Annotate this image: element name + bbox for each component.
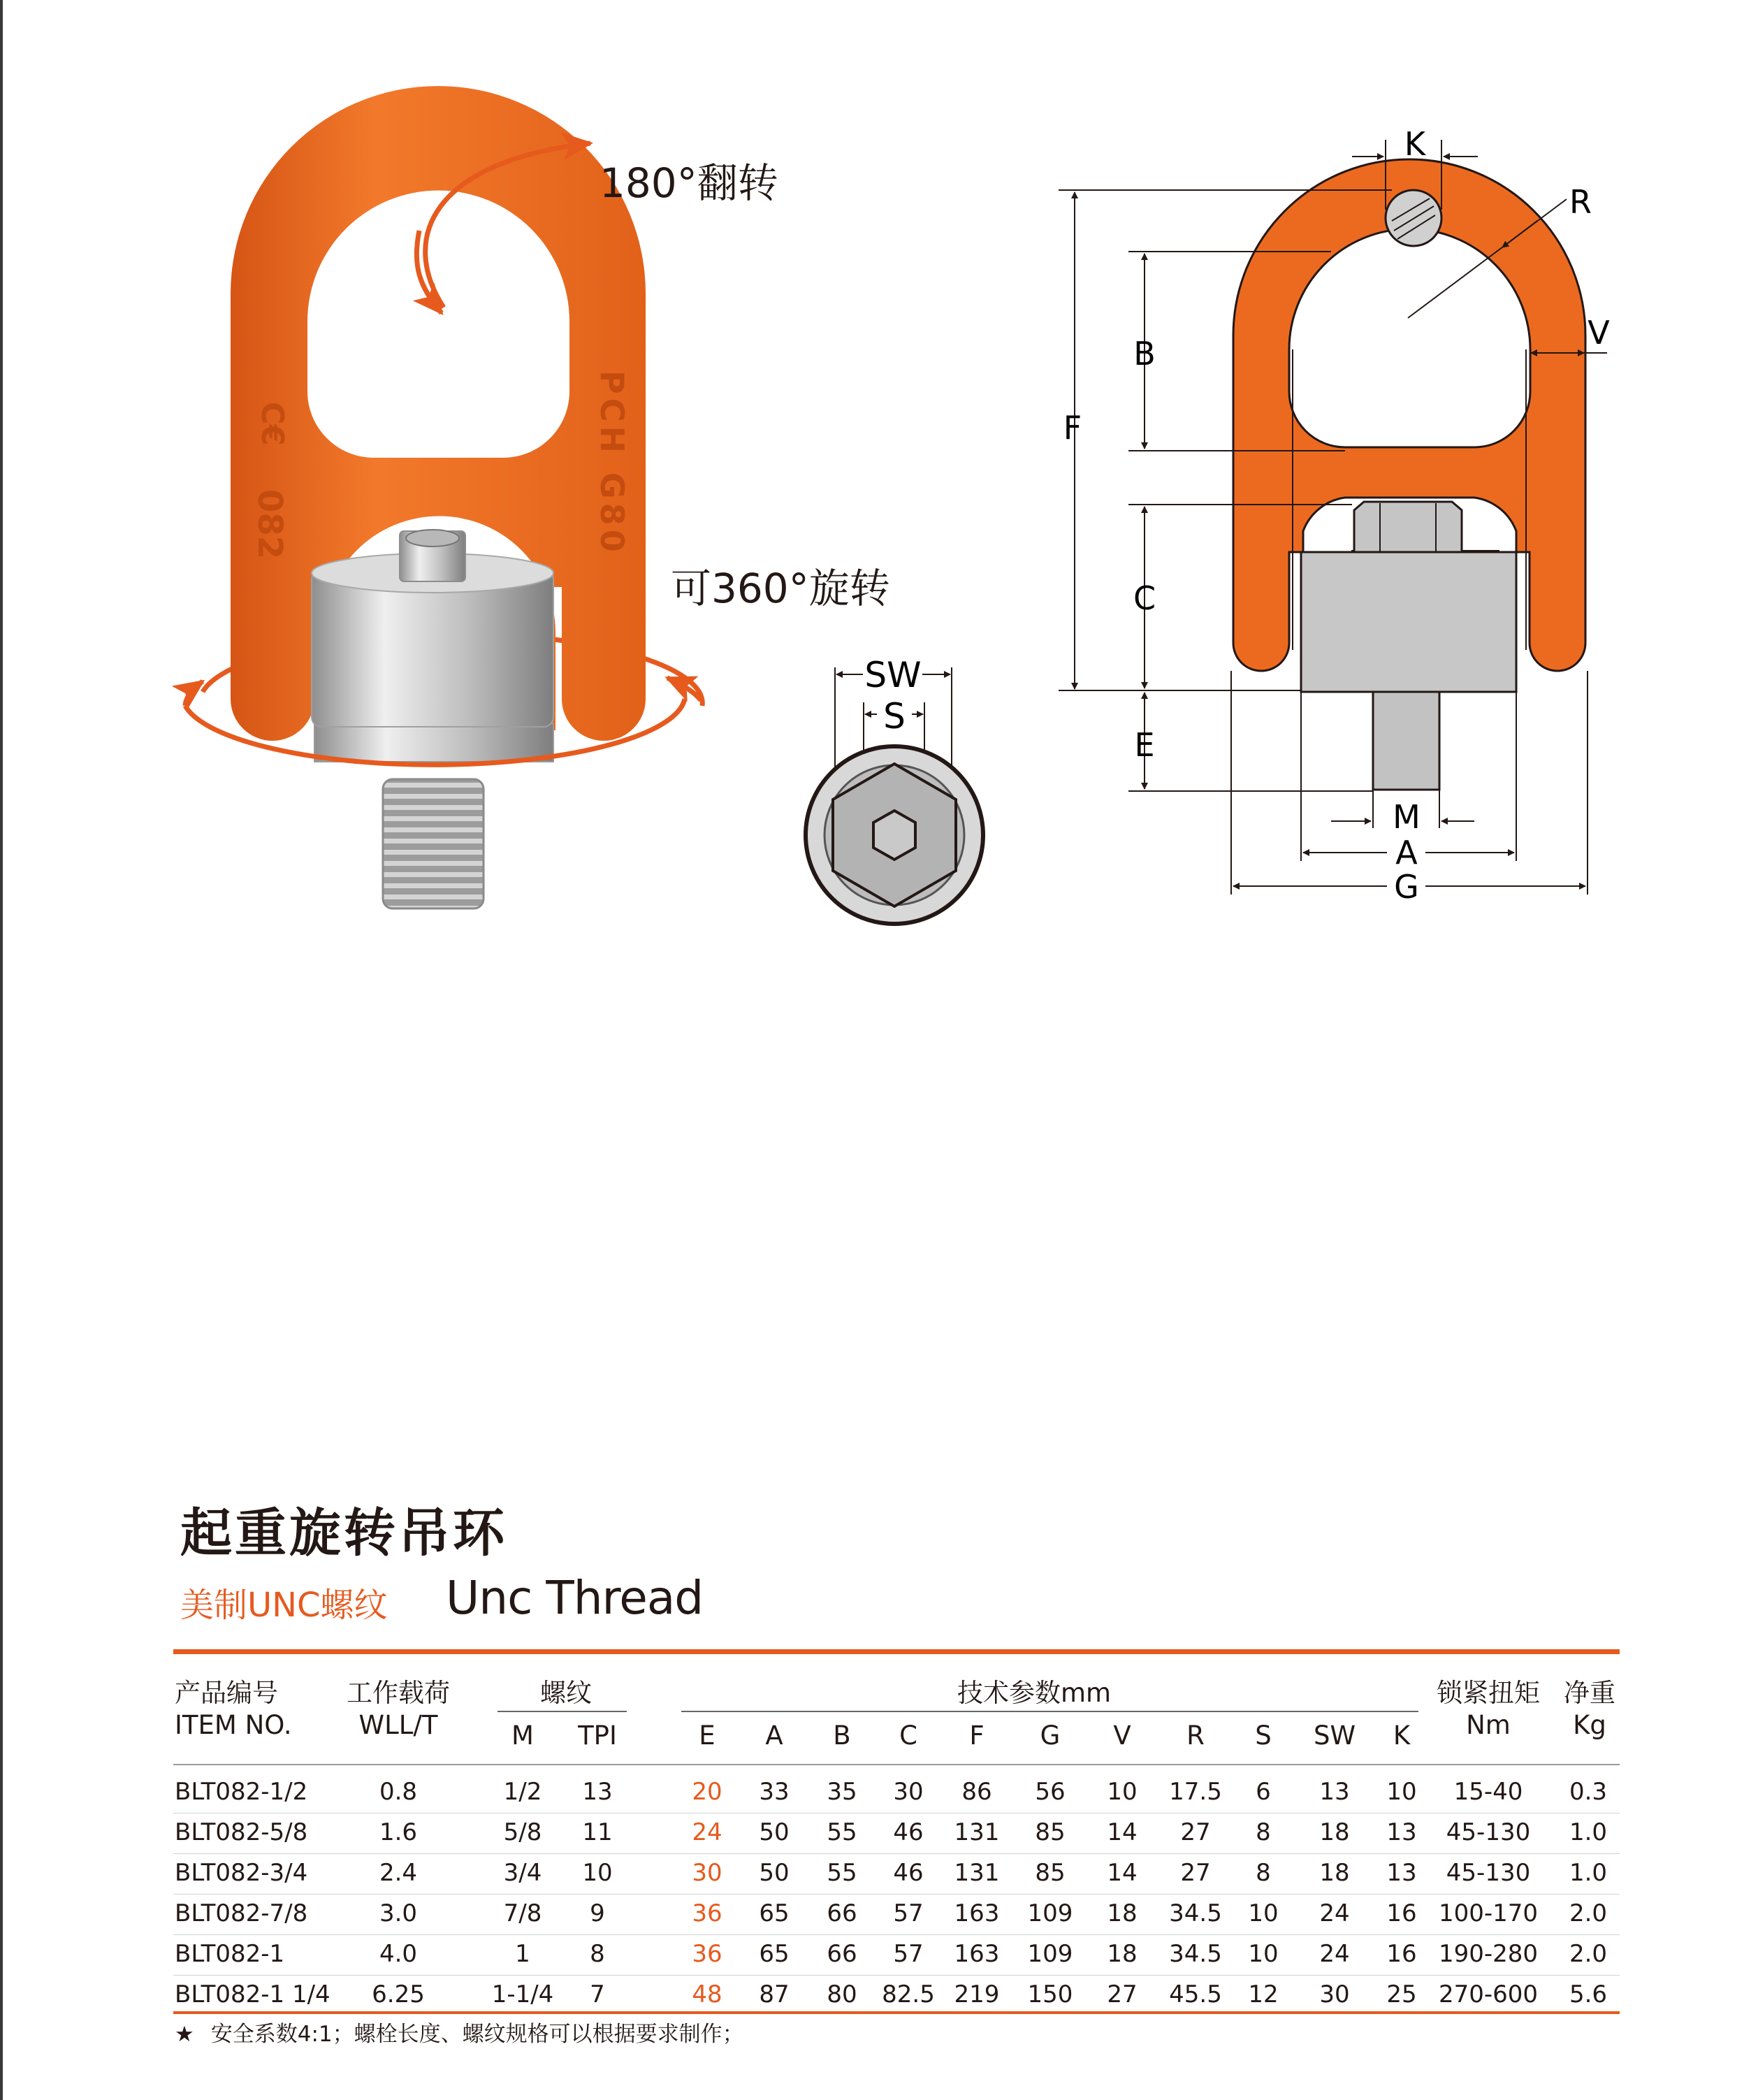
subtitle-en: Unc Thread	[446, 1571, 704, 1625]
table-cell: 1.0	[1569, 1859, 1608, 1887]
table-cell: 17.5	[1169, 1778, 1222, 1806]
table-cell: 18	[1319, 1859, 1350, 1887]
row-divider	[173, 1934, 1620, 1935]
hex-socket-diagram	[806, 655, 983, 924]
rotate-arrow-left-head	[185, 681, 203, 706]
star-icon: ★	[175, 2022, 194, 2047]
table-cell: 1-1/4	[491, 1980, 554, 2008]
subheader-v: V	[1113, 1721, 1131, 1751]
socket-top	[406, 530, 459, 546]
page-title: 起重旋转吊环	[180, 1503, 507, 1563]
table-cell: 190-280	[1438, 1940, 1539, 1968]
header-thread: 螺纹	[540, 1678, 592, 1708]
code-marking: 082	[250, 489, 289, 560]
base-flange	[314, 723, 553, 762]
table-cell: 131	[954, 1818, 1000, 1846]
header-weight-cn: 净重	[1564, 1678, 1615, 1708]
table-cell: 30	[692, 1859, 722, 1887]
dim-M-label: M	[1393, 798, 1421, 836]
table-cell: 270-600	[1438, 1980, 1539, 2008]
table-cell: 1.6	[379, 1818, 418, 1846]
table-cell: 35	[827, 1778, 857, 1806]
hex-socket	[873, 811, 915, 860]
table-cell: 2.0	[1569, 1940, 1608, 1968]
table-cell: 10	[1248, 1899, 1279, 1927]
subheader-f: F	[969, 1721, 985, 1751]
table-cell: 55	[827, 1818, 857, 1846]
subheader-c: C	[899, 1721, 917, 1751]
table-cell: 46	[893, 1859, 924, 1887]
row-divider	[173, 1853, 1620, 1854]
table-cell: 7	[590, 1980, 605, 2008]
table-cell: 24	[1319, 1940, 1350, 1968]
flip-label: 180°翻转	[600, 159, 778, 207]
table-cell: 66	[827, 1940, 857, 1968]
subheader-g: G	[1040, 1721, 1061, 1751]
dim-F-label: F	[1063, 409, 1082, 447]
table-cell: 131	[954, 1859, 1000, 1887]
footnote-text: 安全系数4:1；螺栓长度、螺纹规格可以根据要求制作；	[210, 2022, 744, 2047]
drawing-swivel-body	[1301, 552, 1516, 692]
table-cell: 3.0	[379, 1899, 418, 1927]
table-cell: 45-130	[1446, 1818, 1531, 1846]
table-cell: 36	[692, 1940, 722, 1968]
table-cell: 4.0	[379, 1940, 418, 1968]
table-cell: 80	[827, 1980, 857, 2008]
table-cell: 8	[1256, 1859, 1271, 1887]
header-item-en: ITEM NO.	[175, 1710, 292, 1740]
table-cell: 13	[1319, 1778, 1350, 1806]
table-cell: 27	[1180, 1818, 1211, 1846]
table-cell: 9	[590, 1899, 605, 1927]
table-cell: 10	[1386, 1778, 1417, 1806]
table-cell: 7/8	[503, 1899, 542, 1927]
drawing-bolt	[1373, 692, 1439, 790]
table-cell: 14	[1107, 1818, 1138, 1846]
dim-R-label: R	[1569, 183, 1592, 221]
table-cell: 86	[961, 1778, 992, 1806]
table-cell: 3/4	[503, 1859, 542, 1887]
header-item-cn: 产品编号	[175, 1678, 278, 1708]
header-bottom-rule	[173, 1764, 1620, 1765]
table-cell: 11	[582, 1818, 613, 1846]
table-cell: 30	[1319, 1980, 1350, 2008]
table-cell: 33	[759, 1778, 790, 1806]
table-cell: BLT082-1 1/4	[175, 1980, 330, 2008]
table-cell: 87	[759, 1980, 790, 2008]
row-divider	[173, 1894, 1620, 1895]
table-cell: 163	[954, 1899, 1000, 1927]
table-cell: 100-170	[1438, 1899, 1539, 1927]
bolt-thread	[383, 779, 484, 908]
subheader-s: S	[1255, 1721, 1272, 1751]
sw-label: SW	[864, 655, 922, 695]
ce-marking: C€	[254, 402, 290, 446]
table-cell: 50	[759, 1818, 790, 1846]
table-cell: BLT082-1/2	[175, 1778, 308, 1806]
dim-V-label: V	[1588, 314, 1610, 352]
dim-B-label: B	[1133, 335, 1156, 372]
table-cell: 109	[1027, 1940, 1073, 1968]
subheader-r: R	[1186, 1721, 1205, 1751]
table-cell: 109	[1027, 1899, 1073, 1927]
table-cell: 13	[1386, 1859, 1417, 1887]
table-cell: 5.6	[1569, 1980, 1608, 2008]
table-cell: BLT082-3/4	[175, 1859, 308, 1887]
rotate-label: 可360°旋转	[671, 565, 890, 612]
header-torque-en: Nm	[1466, 1710, 1511, 1740]
table-cell: BLT082-5/8	[175, 1818, 308, 1846]
dim-G-label: G	[1394, 868, 1419, 906]
table-cell: 10	[582, 1859, 613, 1887]
table-cell: 16	[1386, 1899, 1417, 1927]
table-cell: 0.8	[379, 1778, 418, 1806]
header-tech: 技术参数mm	[957, 1678, 1112, 1708]
table-cell: 56	[1035, 1778, 1066, 1806]
table-cell: 65	[759, 1899, 790, 1927]
subheader-e: E	[699, 1721, 715, 1751]
table-cell: 45.5	[1169, 1980, 1222, 2008]
subheader-m: M	[511, 1721, 534, 1751]
table-cell: 34.5	[1169, 1899, 1222, 1927]
table-cell: 6.25	[372, 1980, 425, 2008]
table-cell: 1/2	[503, 1778, 542, 1806]
subtitle-cn: 美制UNC螺纹	[180, 1586, 388, 1625]
hoist-ring-photo	[185, 86, 890, 908]
table-cell: 57	[893, 1940, 924, 1968]
table-cell: 12	[1248, 1980, 1279, 2008]
table-cell: 20	[692, 1778, 722, 1806]
table-cell: 85	[1035, 1859, 1066, 1887]
subheader-sw: SW	[1313, 1721, 1356, 1751]
table-cell: 8	[590, 1940, 605, 1968]
table-cell: 15-40	[1453, 1778, 1523, 1806]
table-cell: 163	[954, 1940, 1000, 1968]
table-cell: 18	[1107, 1899, 1138, 1927]
table-cell: 65	[759, 1940, 790, 1968]
table-cell: BLT082-7/8	[175, 1899, 308, 1927]
table-cell: 2.0	[1569, 1899, 1608, 1927]
table-cell: 82.5	[882, 1980, 935, 2008]
drawing-hex-head	[1354, 502, 1462, 552]
table-cell: 27	[1180, 1859, 1211, 1887]
table-cell: 30	[893, 1778, 924, 1806]
table-cell: 27	[1107, 1980, 1138, 2008]
table-cell: 36	[692, 1899, 722, 1927]
table-cell: 55	[827, 1859, 857, 1887]
table-cell: 16	[1386, 1940, 1417, 1968]
table-cell: 48	[692, 1980, 722, 2008]
header-wll-cn: 工作载荷	[347, 1678, 450, 1708]
table-cell: 13	[1386, 1818, 1417, 1846]
table-bottom-rule	[173, 2011, 1620, 2014]
header-torque-cn: 锁紧扭矩	[1437, 1678, 1540, 1708]
dim-A-label: A	[1395, 834, 1418, 871]
table-cell: 8	[1256, 1818, 1271, 1846]
table-cell: 57	[893, 1899, 924, 1927]
table-cell: 85	[1035, 1818, 1066, 1846]
table-cell: 45-130	[1446, 1859, 1531, 1887]
table-cell: 46	[893, 1818, 924, 1846]
table-top-rule	[173, 1649, 1620, 1654]
table-cell: 5/8	[503, 1818, 542, 1846]
subheader-tpi: TPI	[578, 1721, 617, 1751]
dim-E-label: E	[1134, 726, 1155, 764]
table-cell: 18	[1107, 1940, 1138, 1968]
table-cell: 18	[1319, 1818, 1350, 1846]
table-cell: 13	[582, 1778, 613, 1806]
table-cell: 10	[1248, 1940, 1279, 1968]
table-cell: 150	[1027, 1980, 1073, 2008]
brand-marking: PCH G80	[593, 370, 631, 556]
table-cell: 10	[1107, 1778, 1138, 1806]
s-label: S	[883, 696, 906, 737]
table-cell: 14	[1107, 1859, 1138, 1887]
thread-subrule	[497, 1711, 627, 1712]
table-cell: 66	[827, 1899, 857, 1927]
table-cell: 1	[515, 1940, 530, 1968]
subheader-k: K	[1393, 1721, 1411, 1751]
footnote	[175, 2016, 744, 2048]
table-cell: 25	[1386, 1980, 1417, 2008]
table-cell: 34.5	[1169, 1940, 1222, 1968]
header-weight-en: Kg	[1573, 1710, 1606, 1740]
table-cell: 219	[954, 1980, 1000, 2008]
table-cell: 24	[1319, 1899, 1350, 1927]
table-cell: 1.0	[1569, 1818, 1608, 1846]
table-cell: 6	[1256, 1778, 1271, 1806]
subheader-a: A	[765, 1721, 783, 1751]
tech-subrule	[681, 1711, 1418, 1712]
row-divider	[173, 1975, 1620, 1976]
table-cell: 2.4	[379, 1859, 418, 1887]
table-cell: 24	[692, 1818, 722, 1846]
header-wll-en: WLL/T	[358, 1710, 438, 1740]
dim-C-label: C	[1133, 579, 1156, 617]
subheader-b: B	[833, 1721, 851, 1751]
table-cell: 0.3	[1569, 1778, 1608, 1806]
dim-K-label: K	[1404, 125, 1426, 163]
table-cell: BLT082-1	[175, 1940, 285, 1968]
table-cell: 50	[759, 1859, 790, 1887]
dimension-drawing	[1059, 125, 1610, 906]
